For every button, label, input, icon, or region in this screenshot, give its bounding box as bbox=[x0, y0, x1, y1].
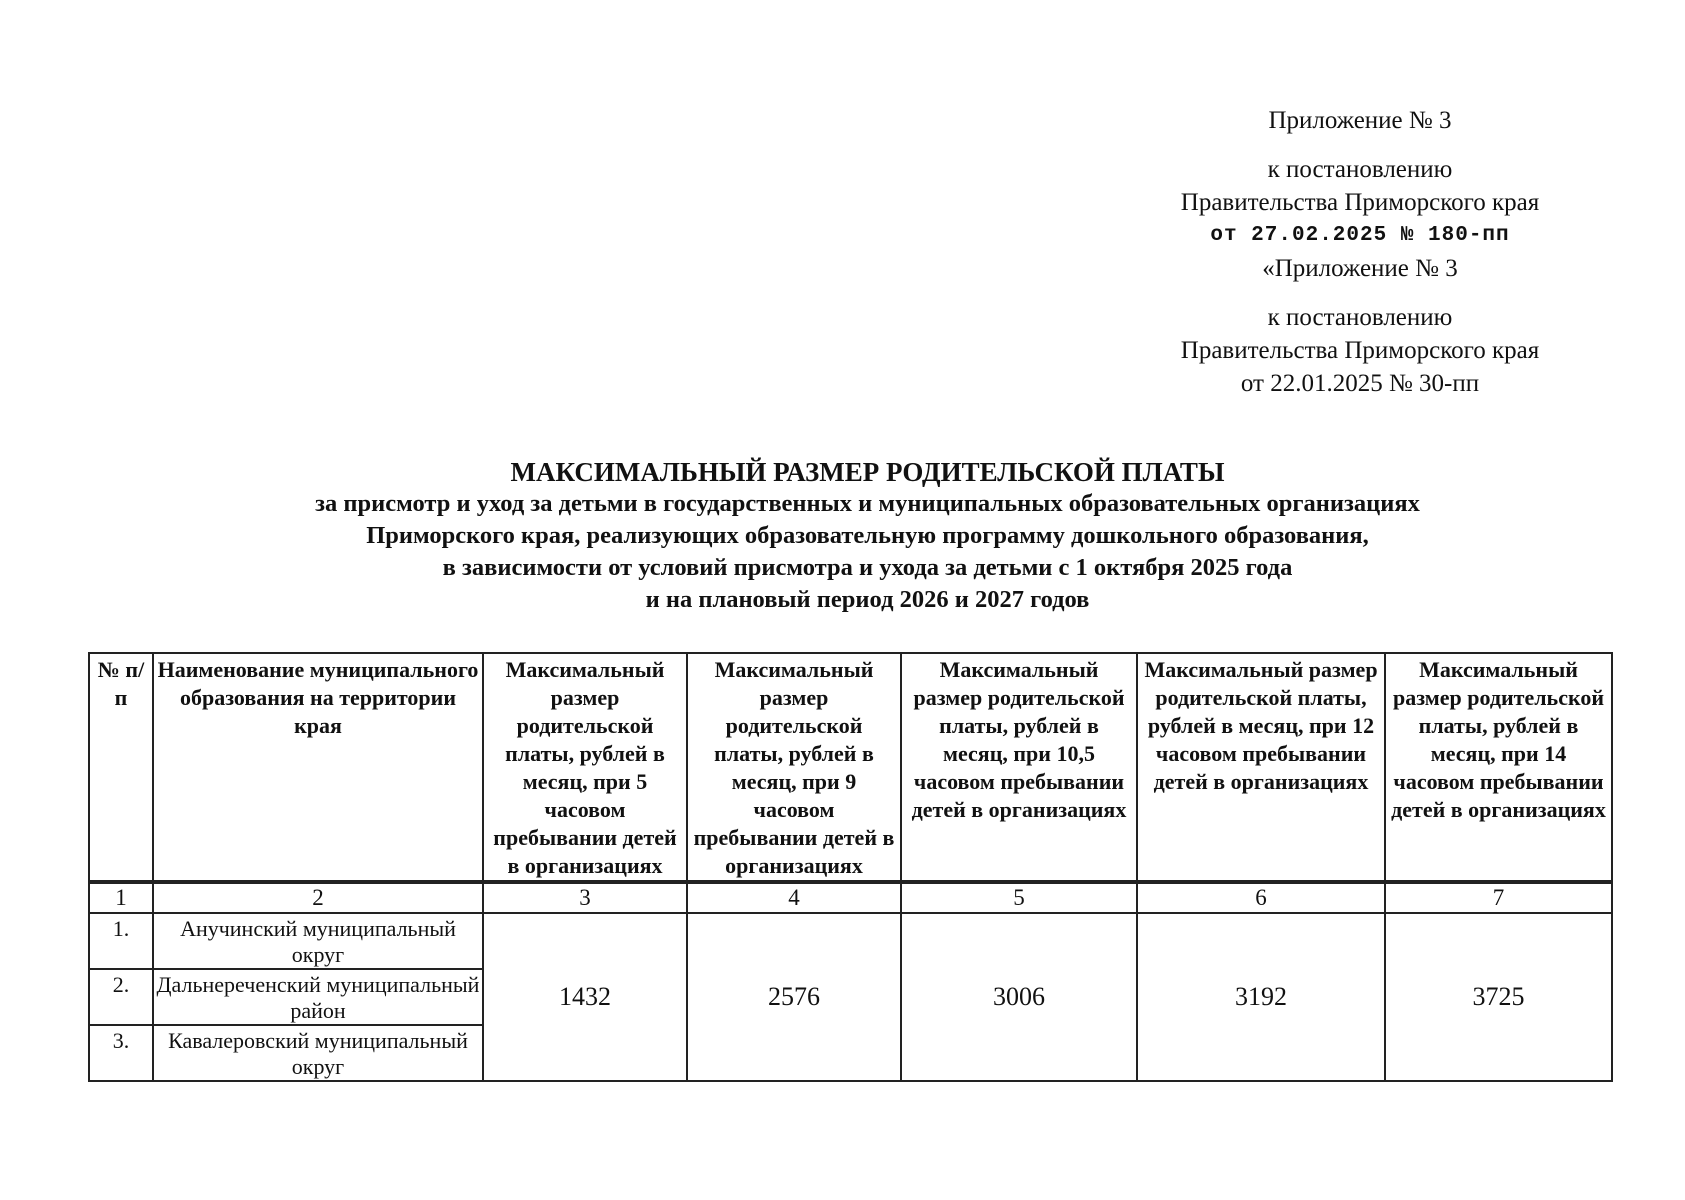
header-9-hours: Максимальный размер родительской платы, рублей в месяц, при 9 часовом пребывании детей в организациях bbox=[687, 653, 901, 881]
municipality-name: Анучинский муниципальный округ bbox=[153, 913, 483, 969]
column-number: 2 bbox=[153, 883, 483, 913]
column-number: 7 bbox=[1385, 883, 1612, 913]
table-row bbox=[89, 913, 1612, 969]
title-line-1: за присмотр и уход за детьми в государственных и муниципальных образовательных организациях bbox=[315, 490, 1420, 517]
fees-table bbox=[88, 652, 1613, 1082]
document-title bbox=[0, 456, 1685, 616]
header-5-hours: Максимальный размер родительской платы, рублей в месяц, при 5 часовом пребывании детей в организациях bbox=[483, 653, 687, 881]
appendix-date-stamp: от 27.02.2025 № 180-пп bbox=[1210, 224, 1510, 247]
title-main: МАКСИМАЛЬНЫЙ РАЗМЕР РОДИТЕЛЬСКОЙ ПЛАТЫ bbox=[510, 457, 1225, 487]
appendix-original-to-resolution: к постановлению bbox=[1267, 304, 1453, 331]
title-line-3: в зависимости от условий присмотра и ухода за детьми с 1 октября 2025 года bbox=[442, 554, 1293, 581]
table-header-row bbox=[89, 653, 1612, 881]
fee-10-5-hours: 3006 bbox=[901, 913, 1137, 1081]
header-14-hours: Максимальный размер родительской платы, рублей в месяц, при 14 часовом пребывании детей в организациях bbox=[1385, 653, 1612, 881]
column-number: 3 bbox=[483, 883, 687, 913]
municipality-name: Кавалеровский муниципальный округ bbox=[153, 1025, 483, 1081]
appendix-original-date: от 22.01.2025 № 30-пп bbox=[1240, 370, 1480, 397]
fee-12-hours: 3192 bbox=[1137, 913, 1385, 1081]
header-index: № п/п bbox=[89, 653, 153, 881]
appendix-number: Приложение № 3 bbox=[1268, 107, 1452, 134]
header-12-hours: Максимальный размер родительской платы, рублей в месяц, при 12 часовом пребывании детей в организациях bbox=[1137, 653, 1385, 881]
column-number: 1 bbox=[89, 883, 153, 913]
column-number: 6 bbox=[1137, 883, 1385, 913]
appendix-government: Правительства Приморского края bbox=[1180, 189, 1540, 216]
title-line-4: и на плановый период 2026 и 2027 годов bbox=[645, 586, 1090, 613]
column-number: 5 bbox=[901, 883, 1137, 913]
column-number-row bbox=[89, 883, 1612, 913]
fee-9-hours: 2576 bbox=[687, 913, 901, 1081]
fee-14-hours: 3725 bbox=[1385, 913, 1612, 1081]
appendix-original-government: Правительства Приморского края bbox=[1180, 337, 1540, 364]
header-municipality: Наименование муниципального образования на территории края bbox=[153, 653, 483, 881]
title-line-2: Приморского края, реализующих образовательную программу дошкольного образования, bbox=[366, 522, 1369, 549]
header-10-5-hours: Максимальный размер родительской платы, рублей в месяц, при 10,5 часовом пребывании детей в организациях bbox=[901, 653, 1137, 881]
column-number: 4 bbox=[687, 883, 901, 913]
fee-5-hours: 1432 bbox=[483, 913, 687, 1081]
appendix-to-resolution: к постановлению bbox=[1267, 156, 1453, 183]
row-index: 2. bbox=[89, 969, 153, 1025]
appendix-original-number: «Приложение № 3 bbox=[1262, 255, 1458, 282]
appendix-block bbox=[1100, 104, 1620, 400]
row-index: 3. bbox=[89, 1025, 153, 1081]
municipality-name: Дальнереченский муниципальный район bbox=[153, 969, 483, 1025]
row-index: 1. bbox=[89, 913, 153, 969]
